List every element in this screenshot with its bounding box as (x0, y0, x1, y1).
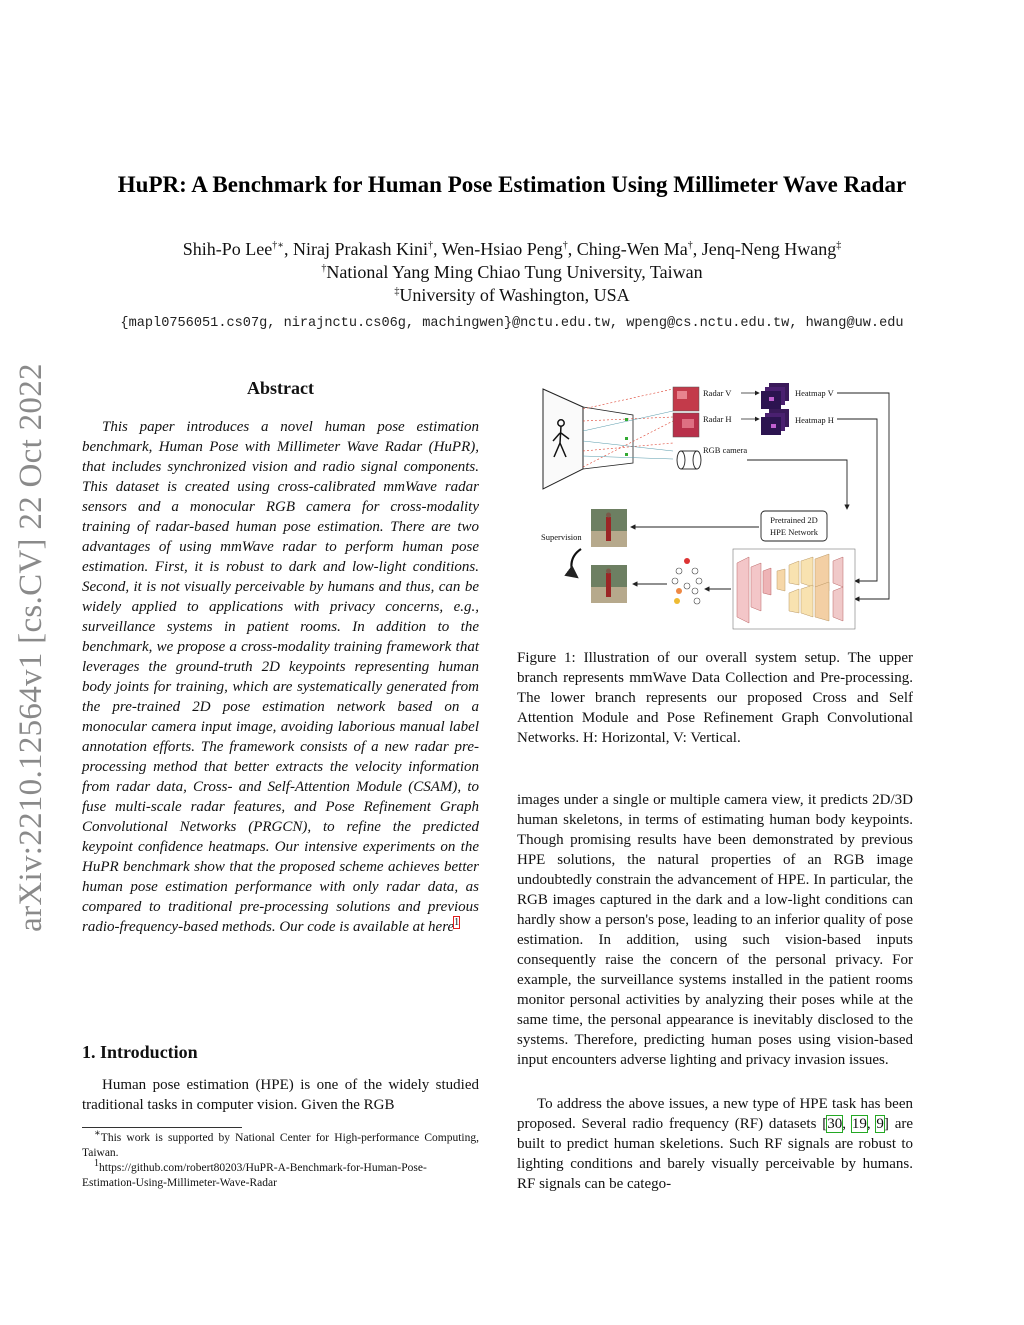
author-peng: Wen-Hsiao Peng (441, 239, 563, 259)
supervision-photo-bottom (591, 565, 627, 603)
figure-caption: Figure 1: Illustration of our overall system setup. The upper branch represents mmWave Data Collection and Pre-processing. The lower branch represents our proposed Cross and Self Attention Module and Pose Refinement Graph Convolutional Networks. H: Horizontal, V: Vertical. (517, 650, 913, 746)
author-ma: Ching-Wen Ma (576, 239, 688, 259)
paper-title: HuPR: A Benchmark for Human Pose Estimation Using Millimeter Wave Radar (117, 172, 907, 197)
abstract-text: This paper introduces a novel human pose estimation benchmark, Human Pose with Millimeter Wave Radar (HuPR), that includes synchronized vision and radio signal components. This dataset is created using cross-calibrated mmWave radar sensors and a monocular RGB camera for cross-modality training of radar-based human pose estimation. There are two advantages of using mmWave radar to perform human pose estimation. First, it is robust to dark and low-light conditions. Second, it is not visually perceivable by humans and thus, can be widely applied to applications with privacy concerns, e.g., surveillance systems in patient rooms. In addition to the benchmark, we propose a cross-modality training framework that leverages the ground-truth 2D keypoints representing human body joints for training, which are systematically generated from the pre-trained 2D pose estimation network based on a monocular camera input image, avoiding laborious manual label annotation efforts. The framework consists of a new radar pre-processing method that better extracts the velocity information from radar data, Cross- and Self-Attention Module (CSAM), to fuse multi-scale radar features, and Pose Refinement Graph Convolutional Networks (PRGCN), to refine the predicted keypoint confidence heatmaps. Our intensive experiments on the HuPR benchmark show that the proposed scheme achieves better human pose estimation performance with only radar data, as compared to traditional pre-processing solutions and previous radio-frequency-based methods. Our code is available at here$^1$ (82, 419, 479, 935)
supervision-label: Supervision (541, 532, 582, 542)
heatmap-v-label: Heatmap V (795, 388, 834, 398)
keypoint-graph (672, 558, 702, 604)
pretrained-label-line2: HPE Network (770, 527, 818, 537)
rgb-camera-label: RGB camera (703, 445, 748, 455)
footnote-url[interactable]: $^1$https://github.com/robert80203/HuPR-A-Benchmark-for-Human-Pose-Estimation-Using-Millimeter-Wave-Radar (82, 1158, 427, 1189)
author-lee: Shih-Po Lee (182, 239, 273, 259)
arxiv-identifier[interactable]: arXiv:2210.12564v1 [cs.CV] 22 Oct 2022 (12, 362, 49, 932)
abstract-heading: Abstract (247, 378, 314, 398)
footnotes (82, 1128, 479, 1191)
footnote-funding: ∗This work is supported by National Center for High-performance Computing, Taiwan. (82, 1128, 479, 1159)
radar-h-label: Radar H (703, 414, 732, 424)
intro-continuation: images under a single or multiple camera view, it predicts 2D/3D human skeletons, in terms of estimating human body keypoints. Though promising results have been demonstrated by previous HPE solutions, the natural properties of an RGB image undoubtedly constrain the advancement of HPE. In particular, the RGB images captured in the dark and a low-light conditions can hardly show a person's pose, leading to an inferior quality of pose estimation. In addition, using such vision-based inputs consequently raise the concern of the personal privacy. For example, the surveillance systems installed in the patient rooms monitor personal activities by analyzing their poses while at the same time, the personal appearance is inevitably disclosed to the systems. Therefore, predicting human poses using vision-based input encounters adverse lighting and privacy invasion issues. (517, 792, 913, 1068)
heatmap-h-stack (761, 409, 789, 435)
pretrained-label-line1: Pretrained 2D (770, 515, 818, 525)
author-hwang: Jenq-Neng Hwang (701, 239, 837, 259)
camera-icon (677, 451, 701, 469)
system-figure (537, 381, 899, 633)
intro-paragraph-2: To address the above issues, a new type of HPE task has been proposed. Several radio frequency (RF) datasets [30, 19, 9] are built to predict human skeletions. Such RF signals are robust to lighting conditions and barely visually perceivable by humans. RF signals can be catego- (517, 1096, 914, 1192)
citation-9[interactable]: 9 (876, 1116, 884, 1132)
supervision-photo-top (591, 509, 627, 547)
author-emails[interactable]: {mapl0756051.cs07g, nirajnctu.cs06g, machingwen}@nctu.edu.tw, wpeng@cs.nctu.edu.tw, hwang@uw.edu (120, 316, 904, 331)
heatmap-h-label: Heatmap H (795, 415, 834, 425)
footnote-divider (82, 1127, 242, 1128)
radar-v-label: Radar V (703, 388, 732, 398)
network-architecture (733, 549, 855, 629)
author-kini: Niraj Prakash Kini (293, 239, 429, 259)
introduction-text: Human pose estimation (HPE) is one of the widely studied traditional tasks in computer vision. Given the RGB (82, 1077, 479, 1113)
system-diagram (537, 381, 899, 633)
introduction-heading: 1. Introduction (82, 1042, 198, 1062)
affiliation-uw: ‡University of Washington, USA (394, 285, 630, 305)
author-names: Shih-Po Lee†∗, Niraj Prakash Kini†, Wen-Hsiao Peng†, Ching-Wen Ma†, Jenq-Neng Hwang‡ (182, 239, 842, 259)
affiliation-nycu: †National Yang Ming Chiao Tung University, Taiwan (321, 262, 703, 282)
author-block (0, 238, 1024, 335)
footnote-link[interactable]: 1 (454, 917, 460, 928)
arxiv-stamp (2, 352, 60, 942)
abstract-section (82, 378, 479, 937)
citation-19[interactable]: 19 (851, 1116, 867, 1132)
scene-illustration (543, 389, 673, 489)
heatmap-v-stack (761, 383, 789, 409)
citation-30[interactable]: 30 (827, 1116, 843, 1132)
